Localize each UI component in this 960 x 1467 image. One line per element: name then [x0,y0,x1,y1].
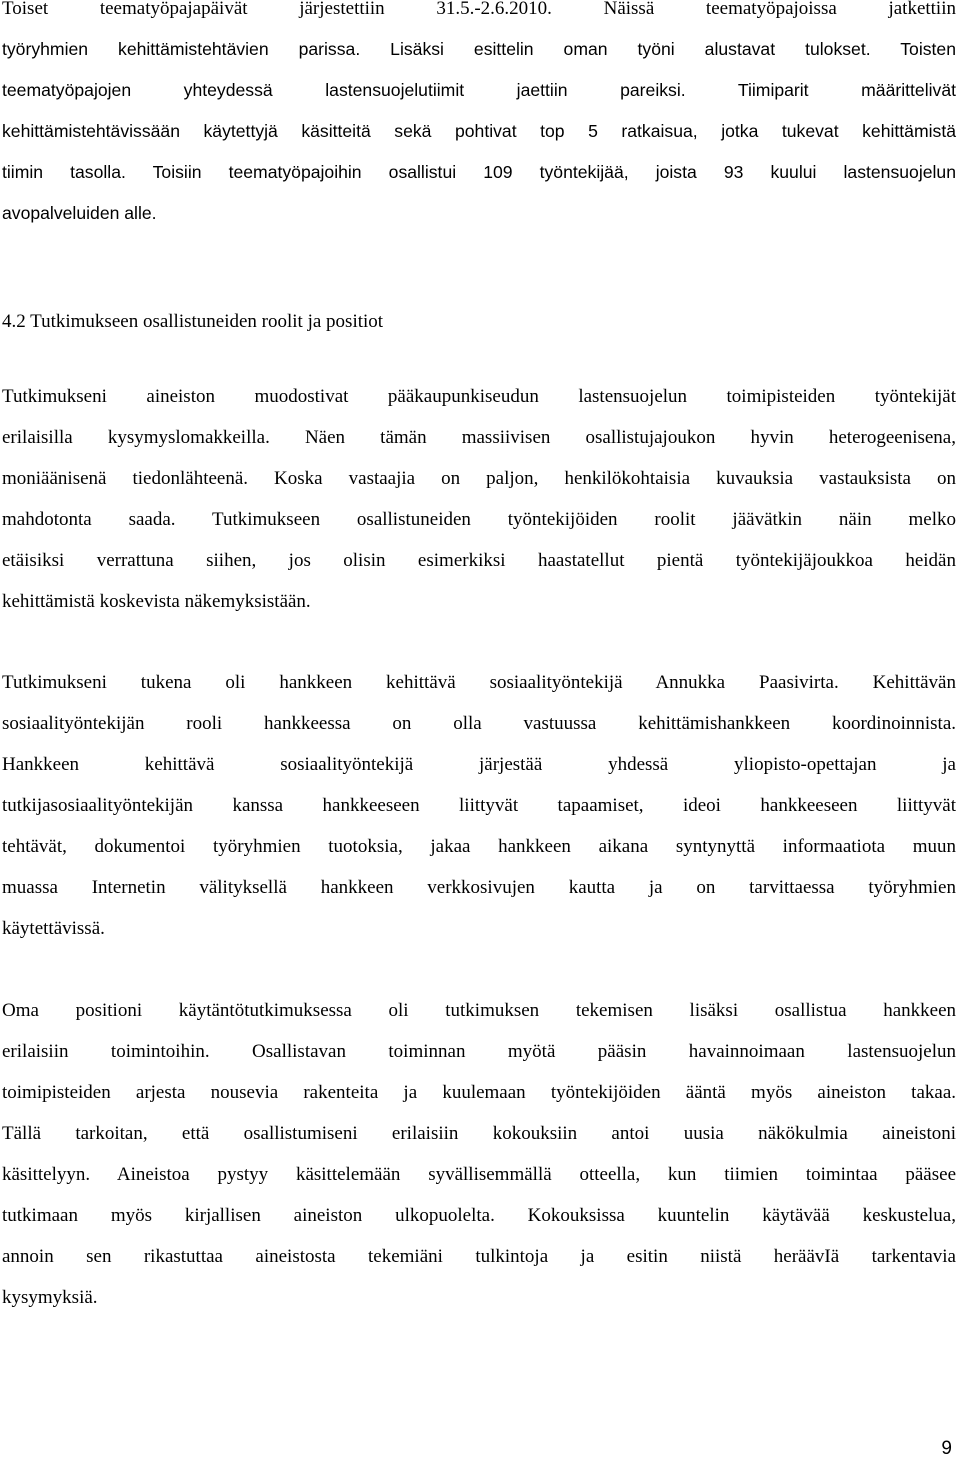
text-line: tutkimaan myös kirjallisen aineiston ulkopuolelta. Kokouksissa kuuntelin käytävää keskustelua, [2,1205,956,1226]
text-line: kehittämistehtävissään käytettyjä käsitteitä sekä pohtivat top 5 ratkaisua, jotka tukevat kehittämistä [2,121,956,141]
text-line: avopalveluiden alle. [2,203,157,223]
text-line: työryhmien kehittämistehtävien parissa. Lisäksi esittelin oman työni alustavat tulokset. Toisten [2,39,956,59]
text-line: tiimin tasolla. Toisiin teematyöpajoihin osallistui 109 työntekijää, joista 93 kuului lastensuojelun [2,162,956,182]
paragraph-workshops [2,0,956,234]
text-line: kehittämistä koskevista näkemyksistään. [2,591,311,612]
text-line: Tutkimukseni aineiston muodostivat pääkaupunkiseudun lastensuojelun toimipisteiden työntekijät [2,386,956,407]
text-line: Toiset teematyöpajapäivät järjestettiin 31.5.-2.6.2010. Näissä teematyöpajoissa jatkettiin [2,0,956,19]
text-line: Hankkeen kehittävä sosiaalityöntekijä järjestää yhdessä yliopisto-opettajan ja [2,754,956,775]
text-line: moniäänisenä tiedonlähteenä. Koska vastaajia on paljon, henkilökohtaisia kuvauksia vastauksista on [2,468,956,489]
text-line: Tällä tarkoitan, että osallistumiseni erilaisiin kokouksiin antoi uusia näkökulmia aineistoni [2,1123,956,1144]
text-line: toimipisteiden arjesta nousevia rakenteita ja kuulemaan työntekijöiden ääntä myös aineiston takaa. [2,1082,956,1103]
paragraph-own-position [2,990,956,1318]
text-line: kysymyksiä. [2,1287,98,1308]
section-heading: 4.2 Tutkimukseen osallistuneiden roolit ja positiot [2,311,384,332]
text-line: Tutkimukseni tukena oli hankkeen kehittävä sosiaalityöntekijä Annukka Paasivirta. Kehittävän [2,672,956,693]
paragraph-research-data [2,376,956,622]
text-line: tehtävät, dokumentoi työryhmien tuotoksia, jakaa hankkeen aikana syntynyttä informaatiota muun [2,836,956,857]
text-line: Oma positioni käytäntötutkimuksessa oli tutkimuksen tekemisen lisäksi osallistua hankkeen [2,1000,956,1021]
text-line: mahdotonta saada. Tutkimukseen osallistuneiden työntekijöiden roolit jäävätkin näin melko [2,509,956,530]
text-line: erilaisilla kysymyslomakkeilla. Näen tämän massiivisen osallistujajoukon hyvin heterogeenisena, [2,427,956,448]
text-line: teematyöpajojen yhteydessä lastensuojelutiimit jaettiin pareiksi. Tiimiparit määrittelivät [2,80,956,100]
text-line: muassa Internetin välityksellä hankkeen verkkosivujen kautta ja on tarvittaessa työryhmien [2,877,956,898]
page-number: 9 [941,1438,952,1459]
paragraph-project-support [2,662,956,949]
text-line: käytettävissä. [2,918,105,939]
text-line: annoin sen rikastuttaa aineistosta tekemiäni tulkintoja ja esitin niistä heräävIä tarkentavia [2,1246,956,1267]
text-line: käsittelyyn. Aineistoa pystyy käsittelemään syvällisemmällä otteella, kun tiimien toimintaa pääsee [2,1164,956,1185]
text-line: tutkijasosiaalityöntekijän kanssa hankkeeseen liittyvät tapaamiset, ideoi hankkeeseen liittyvät [2,795,956,816]
text-line: erilaisiin toimintoihin. Osallistavan toiminnan myötä pääsin havainnoimaan lastensuojelun [2,1041,956,1062]
text-line: sosiaalityöntekijän rooli hankkeessa on olla vastuussa kehittämishankkeen koordinoinnista. [2,713,956,734]
text-line: etäisiksi verrattuna siihen, jos olisin esimerkiksi haastatellut pientä työntekijäjoukkoa heidän [2,550,956,571]
